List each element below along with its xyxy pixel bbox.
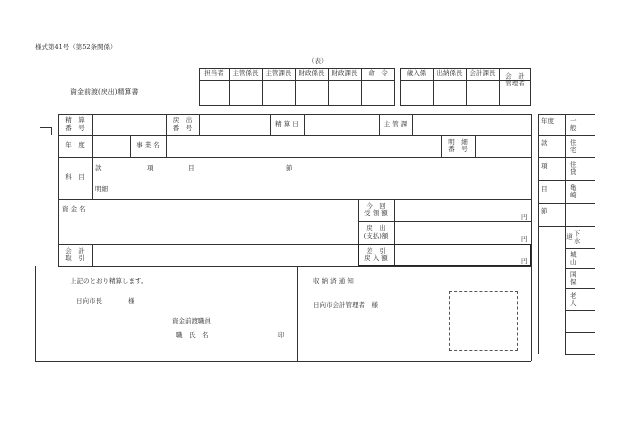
seisan-bango-label: 精 算 番 号 [65,116,85,132]
approval-zaisei-kakaricho: 財政係長 [298,69,325,78]
shikin-mei-label: 資 金 名 [62,205,86,213]
side-col-ippan: 一般 [568,117,577,132]
side-setsu: 節 [541,207,548,215]
seisan-bi-label: 精 算 日 [275,119,299,128]
approval-shukan-kacho: 主管課長 [265,69,292,78]
yen-2: 円 [521,235,528,243]
page-title: 資金前渡(戻出)精算書 [70,88,139,96]
side-col-shiroyama: 城山 [568,250,577,266]
jigyo-mei-label: 事 業 名 [136,141,160,150]
mayor-line: 日向市長 様 [76,297,135,305]
kaikei-torihiki-label: 会 計 取 引 [65,246,85,262]
kan-label: 款 [95,164,102,172]
approval-kaikei-kanrisha: 会 計 管理者 [505,71,525,87]
approval-shukan-kakaricho: 主管係長 [232,69,259,78]
kaikei-kanrisha-line: 日向市会計管理者 様 [313,301,378,309]
approval-meirei: 命 令 [368,69,388,78]
approval-sainyu: 歳入係 [406,69,427,78]
approval-zaisei-kacho: 財政課長 [331,69,358,78]
seisan-text: 上記のとおり精算します。 [70,277,148,285]
side-kan: 款 [541,139,548,147]
side-col-rojin: 老人 [568,291,577,307]
yen-1: 円 [521,213,528,221]
reishutsu-bango-label: 戻 出 番 号 [172,116,193,132]
reishutsu-shiharai-label: 戻 出 (支払)額 [363,224,389,240]
side-col-gesuido: 下水道 [565,229,581,245]
form-number: 様式第41号（第52条関係） [35,43,117,51]
side-col-jutai: 住貸 [568,161,577,176]
moku-label: 目 [188,164,195,172]
konkai-label: 今 回 受 領 額 [364,201,388,217]
side-col-kamezaki: 亀崎 [568,184,577,199]
nendo-label: 年 度 [65,141,85,150]
yen-3: 円 [521,257,528,265]
approval-kaikei-kacho: 会計課長 [469,69,496,78]
omote-label: （表） [308,57,328,65]
side-nendo: 年度 [541,117,554,125]
side-col-kokuho: 国保 [568,270,577,286]
shikin-shokuin: 資金前渡職員 [172,317,211,325]
in-mark: 印 [278,331,285,339]
kamoku-label: 科 目 [65,173,85,182]
meisai-label: 明細 [95,185,108,193]
shuno-title: 収 納 済 通 知 [313,277,354,285]
sahiki-label: 差 引 戻 入 額 [364,246,388,262]
approval-suito-kakaricho: 出納係長 [436,69,463,78]
side-ko: 項 [541,162,548,170]
shimei-label: 職 氏 名 [176,331,209,339]
meisai-bango-label: 明 細 番 号 [448,137,468,153]
shukan-ka-label: 主 管 課 [383,119,408,128]
side-col-jutaku: 住宅 [568,138,577,154]
setsu-label: 節 [286,164,293,172]
approval-tantosha: 担当者 [204,69,224,78]
ko-label: 項 [147,164,154,172]
receipt-stamp-box [449,291,518,351]
side-moku: 目 [541,185,548,193]
